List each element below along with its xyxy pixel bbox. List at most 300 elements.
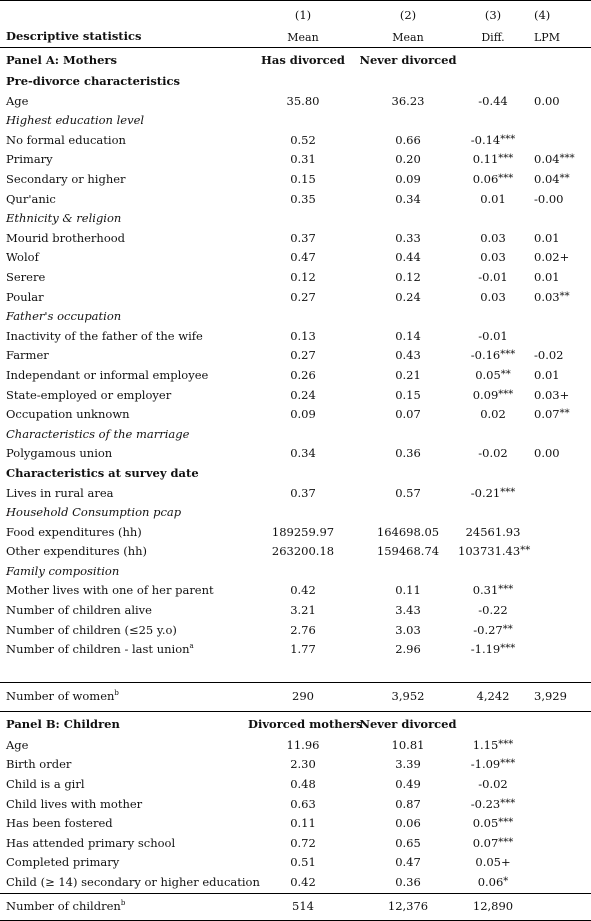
row-label xyxy=(0,268,248,288)
cell-col3 xyxy=(458,542,531,562)
row-label xyxy=(0,288,248,308)
cell-col1-value: 0.72 xyxy=(290,835,316,850)
cell-col4 xyxy=(528,229,591,249)
cell-col2 xyxy=(358,386,458,406)
cell-col2 xyxy=(358,581,458,601)
row-label xyxy=(0,736,248,756)
row-label-text: Child is a girl xyxy=(6,777,85,792)
cell-col4-value: 0.02+ xyxy=(534,250,570,265)
row-label-text: Household Consumption pcap xyxy=(6,505,182,520)
cell-col1-value: 0.27 xyxy=(290,348,316,363)
cell-col1 xyxy=(248,327,358,347)
cell-col1 xyxy=(248,853,358,873)
cell-col3-value: 0.03 xyxy=(480,289,506,304)
row-label-text: Ethnicity & religion xyxy=(6,211,122,226)
row-label-text: Secondary or higher xyxy=(6,172,126,187)
footnote-marker: b xyxy=(114,689,119,698)
cell-col2 xyxy=(358,601,458,621)
significance-stars: *** xyxy=(500,797,516,809)
cell-col1-value: 35.80 xyxy=(286,93,320,108)
cell-col2 xyxy=(358,873,458,893)
cell-col2-value: 0.11 xyxy=(395,583,421,598)
row-label-text: State-employed or employer xyxy=(6,387,172,402)
cell-col1-value: 0.24 xyxy=(290,387,316,402)
cell-col4 xyxy=(528,190,591,210)
cell-col2-value: 0.49 xyxy=(395,777,421,792)
table-row xyxy=(0,581,591,601)
row-label-text: No formal education xyxy=(6,132,126,147)
cell-col3 xyxy=(458,523,528,543)
cell-col3 xyxy=(458,814,528,834)
subsection-row xyxy=(0,111,591,131)
cell-col3 xyxy=(458,682,528,711)
row-label-text: Number of children (≤25 y.o) xyxy=(6,622,177,637)
row-label-text: Highest education level xyxy=(6,113,145,128)
cell-col1 xyxy=(248,621,358,641)
row-label xyxy=(0,873,260,893)
cell-col2 xyxy=(358,483,458,503)
table-row xyxy=(0,229,591,249)
cell-col1 xyxy=(248,150,358,170)
row-label-text: Mother lives with one of her parent xyxy=(6,583,214,598)
cell-col3 xyxy=(458,170,528,190)
cell-col1-value: 263200.18 xyxy=(271,544,335,559)
cell-col2-value: 159468.74 xyxy=(376,544,440,559)
cell-col2 xyxy=(358,366,458,386)
cell-col1 xyxy=(248,92,358,112)
cell-col3 xyxy=(458,268,528,288)
cell-col3-value: 0.09 xyxy=(472,387,499,402)
table-row xyxy=(0,873,591,893)
cell-col4 xyxy=(528,621,591,641)
significance-stars: *** xyxy=(498,738,514,750)
row-label xyxy=(0,542,248,562)
cell-col3 xyxy=(458,92,528,112)
cell-col2-value: 0.36 xyxy=(395,875,421,890)
cell-col2-value: 0.12 xyxy=(395,269,421,284)
row-label xyxy=(0,92,248,112)
row-label-text: Child lives with mother xyxy=(6,796,143,811)
row-label xyxy=(0,131,248,151)
cell-col4 xyxy=(528,170,591,190)
cell-col2 xyxy=(358,131,458,151)
cell-col2-value: 3.43 xyxy=(395,603,421,618)
cell-col3-value: 1.15 xyxy=(472,737,499,752)
row-label-text: Completed primary xyxy=(6,855,120,870)
cell-col3-value: 0.06 xyxy=(477,875,504,890)
significance-stars: ** xyxy=(559,290,570,302)
row-label-text: Number of women xyxy=(6,689,115,704)
cell-col4 xyxy=(528,682,591,711)
row-label-text: Polygamous union xyxy=(6,446,113,461)
col-label-3: Diff. xyxy=(458,27,528,48)
cell-col2 xyxy=(358,834,458,854)
cell-col1-value: 290 xyxy=(292,689,314,704)
significance-stars: *** xyxy=(498,817,514,829)
cell-col2-value: 0.34 xyxy=(395,191,421,206)
cell-col3 xyxy=(458,736,528,756)
significance-stars: *** xyxy=(500,486,516,498)
cell-col2 xyxy=(358,248,458,268)
cell-col3-value: 0.01 xyxy=(480,191,506,206)
cell-col2-value: 3.03 xyxy=(395,622,421,637)
footnote-marker: a xyxy=(189,642,194,651)
row-label-text: Age xyxy=(6,93,29,108)
cell-col2 xyxy=(358,736,458,756)
count-row-children xyxy=(0,893,591,920)
cell-col1-value: 0.35 xyxy=(290,191,316,206)
cell-col1 xyxy=(248,366,358,386)
row-label xyxy=(0,405,248,425)
significance-stars: * xyxy=(503,876,509,888)
cell-col3-value: -1.19 xyxy=(470,642,501,657)
col-number-4: (4) xyxy=(528,1,591,28)
cell-col2 xyxy=(358,640,458,660)
cell-col2 xyxy=(358,150,458,170)
row-label xyxy=(0,190,248,210)
cell-col1 xyxy=(248,682,358,711)
cell-col1 xyxy=(248,483,358,503)
significance-stars: *** xyxy=(498,388,514,400)
cell-col1 xyxy=(248,288,358,308)
cell-col1 xyxy=(248,893,358,920)
cell-col3 xyxy=(458,483,528,503)
row-label-text: Poular xyxy=(6,289,44,304)
cell-col2-value: 0.33 xyxy=(395,230,421,245)
significance-stars: ** xyxy=(559,408,570,420)
cell-col3-value: 0.03 xyxy=(480,230,506,245)
cell-col4 xyxy=(528,601,591,621)
cell-col3 xyxy=(458,834,528,854)
cell-col2-value: 3,952 xyxy=(391,689,425,704)
row-label-text: Occupation unknown xyxy=(6,407,130,422)
cell-col3-value: -0.01 xyxy=(478,328,508,343)
table-row xyxy=(0,190,591,210)
row-label-text: Primary xyxy=(6,152,53,167)
row-label xyxy=(0,503,591,523)
table-row xyxy=(0,327,591,347)
significance-stars: ** xyxy=(502,623,513,635)
table-row xyxy=(0,92,591,112)
cell-col2-value: 0.65 xyxy=(395,835,421,850)
row-label xyxy=(0,425,591,445)
significance-stars: *** xyxy=(500,643,516,655)
cell-col2-value: 36.23 xyxy=(391,93,425,108)
col-number-2: (2) xyxy=(358,1,458,28)
table-row xyxy=(0,366,591,386)
cell-col3-value: 0.05+ xyxy=(475,855,511,870)
cell-col2-value: 2.96 xyxy=(395,642,421,657)
cell-col1-value: 0.15 xyxy=(290,172,316,187)
cell-col2 xyxy=(358,853,458,873)
cell-col1-value: 0.27 xyxy=(290,289,316,304)
header-row-numbers xyxy=(0,1,591,28)
cell-col2 xyxy=(358,542,458,562)
table-row xyxy=(0,444,591,464)
cell-col3 xyxy=(458,444,528,464)
cell-col2 xyxy=(358,755,458,775)
cell-col4 xyxy=(528,131,591,151)
table-row xyxy=(0,131,591,151)
cell-col3-value: 0.02 xyxy=(480,407,506,422)
cell-col3 xyxy=(458,405,528,425)
cell-col3 xyxy=(458,621,528,641)
cell-col1 xyxy=(248,640,358,660)
panel-b-group1: Divorced mothers xyxy=(248,717,363,732)
row-label xyxy=(0,366,248,386)
cell-col4 xyxy=(528,248,591,268)
cell-col3-value: 0.03 xyxy=(480,250,506,265)
subsection-row xyxy=(0,209,591,229)
cell-col2 xyxy=(358,682,458,711)
cell-col2 xyxy=(358,795,458,815)
cell-col3 xyxy=(458,873,528,893)
table-row xyxy=(0,853,591,873)
cell-col3-value: -0.23 xyxy=(470,796,501,811)
cell-col2-value: 0.57 xyxy=(395,485,421,500)
cell-col4 xyxy=(528,893,591,920)
row-label-text: Characteristics at survey date xyxy=(6,465,199,480)
row-label-text: Inactivity of the father of the wife xyxy=(6,328,203,343)
cell-col3-value: 0.31 xyxy=(472,583,499,598)
cell-col2-value: 0.44 xyxy=(395,250,421,265)
col-number-1: (1) xyxy=(248,1,358,28)
table-row xyxy=(0,523,591,543)
cell-col2-value: 0.47 xyxy=(395,855,421,870)
cell-col1-value: 0.37 xyxy=(290,485,316,500)
table-row xyxy=(0,170,591,190)
cell-col4 xyxy=(528,268,591,288)
count-row-women xyxy=(0,682,591,711)
cell-col2 xyxy=(358,288,458,308)
panel-a-body xyxy=(0,48,591,921)
cell-col2 xyxy=(358,170,458,190)
cell-col1 xyxy=(248,581,358,601)
cell-col1 xyxy=(248,229,358,249)
cell-col3 xyxy=(458,755,528,775)
cell-col3-value: 0.06 xyxy=(472,172,499,187)
row-label xyxy=(0,229,248,249)
cell-col3 xyxy=(458,288,528,308)
row-label-text: Number of children alive xyxy=(6,603,152,618)
cell-col1-value: 189259.97 xyxy=(271,524,335,539)
subsection-row xyxy=(0,562,591,582)
cell-col4 xyxy=(528,386,591,406)
cell-col1 xyxy=(248,873,358,893)
cell-col2-value: 3.39 xyxy=(395,757,421,772)
cell-col3 xyxy=(458,327,528,347)
cell-col3 xyxy=(458,190,528,210)
cell-col3 xyxy=(458,248,528,268)
cell-col4-value: 0.01 xyxy=(534,230,560,245)
table-row xyxy=(0,483,591,503)
header-row-labels xyxy=(0,27,591,48)
cell-col2-value: 0.24 xyxy=(395,289,421,304)
cell-col1 xyxy=(248,755,358,775)
row-label xyxy=(0,248,248,268)
cell-col1-value: 3.21 xyxy=(290,603,316,618)
cell-col1 xyxy=(248,523,358,543)
significance-stars: *** xyxy=(500,349,516,361)
row-label xyxy=(0,601,248,621)
cell-col1 xyxy=(248,601,358,621)
table-row xyxy=(0,150,591,170)
cell-col2-value: 0.36 xyxy=(395,446,421,461)
cell-col1-value: 0.52 xyxy=(290,132,316,147)
table-row xyxy=(0,248,591,268)
row-label xyxy=(0,346,248,366)
cell-col1 xyxy=(248,736,358,756)
cell-col2 xyxy=(358,405,458,425)
cell-col4-value: 0.00 xyxy=(534,93,560,108)
cell-col4 xyxy=(528,288,591,308)
cell-col4 xyxy=(528,346,591,366)
row-label xyxy=(0,209,591,229)
cell-col4 xyxy=(528,405,591,425)
cell-col1-value: 0.09 xyxy=(290,407,316,422)
significance-stars: *** xyxy=(500,133,516,145)
row-label xyxy=(0,814,248,834)
table-row xyxy=(0,601,591,621)
footnote-marker: b xyxy=(120,898,126,907)
row-label-text: Lives in rural area xyxy=(6,485,114,500)
row-label-text: Food expenditures (hh) xyxy=(6,524,142,539)
cell-col3-value: 103731.43 xyxy=(458,544,521,559)
cell-col3 xyxy=(458,366,528,386)
cell-col4 xyxy=(528,327,591,347)
panel-b-group2: Never divorced xyxy=(359,717,457,732)
cell-col3 xyxy=(458,229,528,249)
cell-col1-value: 2.30 xyxy=(290,757,316,772)
significance-stars: *** xyxy=(498,173,514,185)
table-row xyxy=(0,346,591,366)
cell-col1 xyxy=(248,131,358,151)
cell-col3 xyxy=(458,346,528,366)
cell-col2-value: 0.87 xyxy=(395,796,421,811)
cell-col2-value: 0.66 xyxy=(395,132,421,147)
cell-col2 xyxy=(358,327,458,347)
table-row xyxy=(0,795,591,815)
significance-stars: ** xyxy=(500,368,511,380)
section-label: Pre-divorce characteristics xyxy=(6,74,180,89)
significance-stars: ** xyxy=(559,173,570,185)
row-label xyxy=(0,795,248,815)
cell-col4-value: -0.00 xyxy=(534,191,564,206)
cell-col3 xyxy=(458,386,528,406)
significance-stars: *** xyxy=(559,153,575,165)
table-row xyxy=(0,542,591,562)
row-label xyxy=(0,853,248,873)
cell-col2-value: 0.06 xyxy=(395,816,421,831)
cell-col4 xyxy=(528,483,591,503)
cell-col1-value: 2.76 xyxy=(290,622,316,637)
cell-col4-value: 0.03+ xyxy=(534,387,570,402)
cell-col4 xyxy=(528,581,591,601)
cell-col3-value: -0.22 xyxy=(478,603,508,618)
row-label xyxy=(0,170,248,190)
cell-col3-value: 0.11 xyxy=(472,152,499,167)
cell-col4-value: 0.03 xyxy=(534,289,560,304)
cell-col1 xyxy=(248,795,358,815)
row-label xyxy=(0,483,248,503)
cell-col3-value: -0.44 xyxy=(478,93,508,108)
section-pre-divorce xyxy=(0,72,591,92)
cell-col4 xyxy=(528,92,591,112)
subsection-row xyxy=(0,307,591,327)
cell-col2 xyxy=(358,775,458,795)
cell-col3-value: -0.21 xyxy=(470,485,501,500)
cell-col3 xyxy=(458,640,528,660)
cell-col1 xyxy=(248,405,358,425)
row-label-text: Characteristics of the marriage xyxy=(6,426,190,441)
row-label xyxy=(0,327,248,347)
cell-col2-value: 0.14 xyxy=(395,328,421,343)
row-label xyxy=(0,682,248,711)
table-row xyxy=(0,405,591,425)
row-label xyxy=(0,523,248,543)
cell-col3-value: -0.16 xyxy=(470,348,501,363)
table-row xyxy=(0,736,591,756)
cell-col1 xyxy=(248,542,358,562)
cell-col1 xyxy=(248,834,358,854)
table-row xyxy=(0,834,591,854)
cell-col3-value: 4,242 xyxy=(476,689,510,704)
cell-col2-value: 0.21 xyxy=(395,367,421,382)
cell-col3 xyxy=(458,775,528,795)
panel-a-group2: Never divorced xyxy=(359,53,457,68)
row-label xyxy=(0,621,248,641)
cell-col1 xyxy=(248,190,358,210)
cell-col4-value: 0.01 xyxy=(534,367,560,382)
row-label-text: Other expenditures (hh) xyxy=(6,544,147,559)
table-title: Descriptive statistics xyxy=(0,27,248,48)
cell-col3 xyxy=(458,601,528,621)
panel-b-header xyxy=(0,711,591,736)
table-row xyxy=(0,755,591,775)
cell-col3 xyxy=(458,150,528,170)
section-row xyxy=(0,464,591,484)
cell-col4 xyxy=(528,542,591,562)
cell-col1-value: 1.77 xyxy=(290,642,316,657)
significance-stars: *** xyxy=(500,758,516,770)
cell-col2 xyxy=(358,523,458,543)
panel-a-header xyxy=(0,48,591,73)
cell-col2-value: 164698.05 xyxy=(376,524,440,539)
table-row xyxy=(0,621,591,641)
cell-col1-value: 0.13 xyxy=(290,328,316,343)
significance-stars: ** xyxy=(520,545,531,557)
panel-a-title: Panel A: Mothers xyxy=(6,53,117,68)
cell-col2 xyxy=(358,621,458,641)
cell-col1-value: 0.48 xyxy=(290,777,316,792)
cell-col2-value: 0.07 xyxy=(395,407,421,422)
panel-b-title: Panel B: Children xyxy=(6,717,120,732)
cell-col2 xyxy=(358,444,458,464)
cell-col1-value: 0.63 xyxy=(290,796,316,811)
cell-col1-value: 0.12 xyxy=(290,269,316,284)
cell-col1-value: 0.42 xyxy=(290,583,316,598)
row-label-text: Father's occupation xyxy=(6,309,122,324)
cell-col4-value: 3,929 xyxy=(534,689,567,704)
row-label-text: Birth order xyxy=(6,757,72,772)
cell-col1-value: 0.11 xyxy=(290,816,316,831)
row-label-text: Child (≥ 14) secondary or higher education xyxy=(6,875,260,890)
cell-col1 xyxy=(248,268,358,288)
cell-col3 xyxy=(458,795,528,815)
significance-stars: *** xyxy=(498,153,514,165)
cell-col2-value: 12,376 xyxy=(387,898,429,913)
cell-col2-value: 10.81 xyxy=(391,737,425,752)
